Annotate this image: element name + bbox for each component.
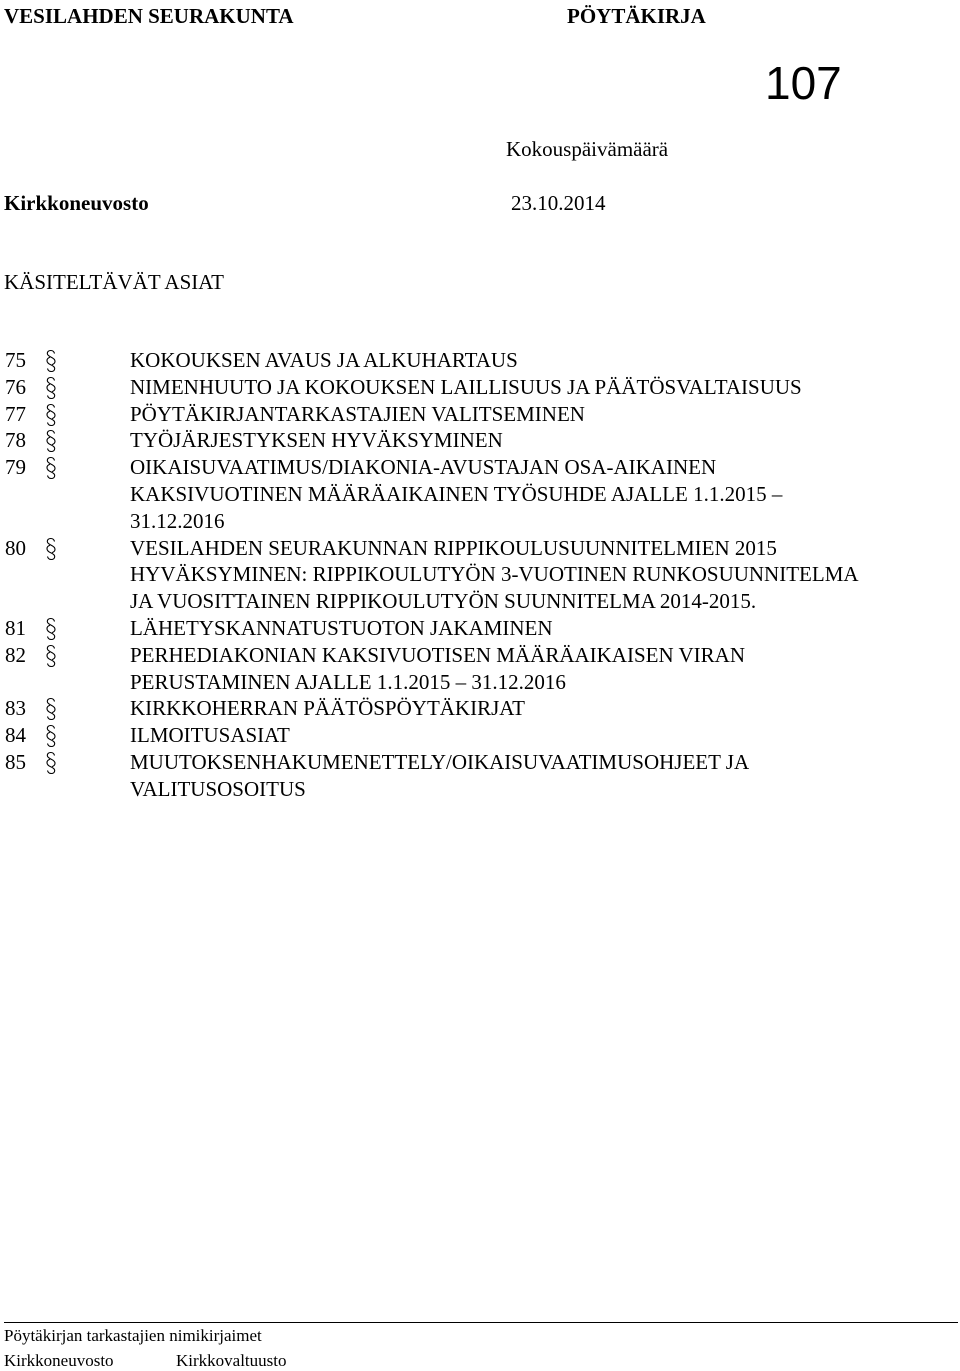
agenda-item	[0, 615, 960, 642]
footer-signature-label-assembly: Kirkkovaltuusto	[176, 1351, 287, 1370]
section-sign-icon	[44, 429, 58, 453]
agenda-item	[0, 695, 960, 722]
governing-body: Kirkkoneuvosto	[4, 191, 149, 215]
section-sign-icon	[44, 403, 58, 427]
meeting-date-label: Kokouspäivämäärä	[506, 137, 669, 161]
section-sign-icon	[44, 617, 58, 641]
document-type: PÖYTÄKIRJA	[567, 4, 706, 28]
agenda-item-text: PERHEDIAKONIAN KAKSIVUOTISEN MÄÄRÄAIKAISEN VIRAN	[130, 642, 746, 667]
section-sign-icon	[44, 537, 58, 561]
agenda-item-number: 79	[5, 455, 26, 480]
agenda-item-text: LÄHETYSKANNATUSTUOTON JAKAMINEN	[130, 616, 553, 640]
section-title: KÄSITELTÄVÄT ASIAT	[4, 270, 224, 294]
agenda-item-text: NIMENHUUTO JA KOKOUKSEN LAILLISUUS JA PÄÄTÖSVALTAISUUS	[130, 374, 802, 399]
agenda-item-text: TYÖJÄRJESTYKSEN HYVÄKSYMINEN	[130, 428, 503, 453]
agenda-item-number: 77	[5, 401, 26, 426]
agenda-item-number: 81	[5, 616, 26, 640]
agenda-item	[0, 642, 960, 696]
agenda-item	[0, 454, 960, 534]
agenda-item-text: KIRKKOHERRAN PÄÄTÖSPÖYTÄKIRJAT	[130, 696, 525, 721]
agenda-item-text: VESILAHDEN SEURAKUNNAN RIPPIKOULUSUUNNITELMIEN 2015	[130, 535, 777, 560]
footer-signature-label-council: Kirkkoneuvosto	[4, 1351, 114, 1370]
agenda-item-number: 78	[5, 428, 26, 453]
footer-title: Pöytäkirjan tarkastajien nimikirjaimet	[4, 1326, 262, 1345]
section-sign-icon	[44, 724, 58, 748]
section-sign-icon	[44, 349, 58, 373]
section-sign-icon	[44, 456, 58, 480]
agenda-item-text: OIKAISUVAATIMUS/DIAKONIA-AVUSTAJAN OSA-AIKAINEN	[130, 455, 717, 480]
agenda-item-text: JA VUOSITTAINEN RIPPIKOULUTYÖN SUUNNITELMA 2014-2015.	[130, 589, 757, 614]
agenda-item-text: 31.12.2016	[130, 508, 225, 533]
page-number: 107	[765, 57, 842, 109]
agenda-item-number: 84	[5, 723, 26, 748]
agenda-item-number: 80	[5, 535, 26, 560]
agenda-item-number: 82	[5, 642, 26, 667]
footer-divider	[4, 1322, 958, 1323]
agenda-item	[0, 427, 960, 454]
agenda-item	[0, 722, 960, 749]
section-sign-icon	[44, 751, 58, 775]
section-sign-icon	[44, 697, 58, 721]
agenda-item	[0, 535, 960, 615]
agenda-item-number: 83	[5, 696, 26, 721]
agenda-item-number: 85	[5, 750, 26, 774]
agenda-item-text: ILMOITUSASIAT	[130, 723, 290, 748]
agenda-item-text: VALITUSOSOITUS	[130, 776, 306, 801]
agenda-item	[0, 374, 960, 401]
agenda-item-text: HYVÄKSYMINEN: RIPPIKOULUTYÖN 3-VUOTINEN RUNKOSUUNNITELMA	[130, 562, 859, 587]
meeting-date: 23.10.2014	[511, 191, 606, 215]
section-sign-icon	[44, 376, 58, 400]
agenda-item	[0, 401, 960, 428]
agenda-item	[0, 749, 960, 803]
agenda-item-text: PÖYTÄKIRJANTARKASTAJIEN VALITSEMINEN	[130, 401, 585, 426]
agenda-item	[0, 347, 960, 374]
agenda-item-number: 75	[5, 348, 26, 372]
section-sign-icon	[44, 644, 58, 668]
organization-name: VESILAHDEN SEURAKUNTA	[4, 4, 294, 28]
agenda-item-text: PERUSTAMINEN AJALLE 1.1.2015 – 31.12.2016	[130, 669, 566, 694]
agenda-item-number: 76	[5, 374, 26, 399]
agenda-item-text: KOKOUKSEN AVAUS JA ALKUHARTAUS	[130, 348, 518, 372]
agenda-item-text: KAKSIVUOTINEN MÄÄRÄAIKAINEN TYÖSUHDE AJALLE 1.1.2015 –	[130, 481, 783, 506]
agenda-item-text: MUUTOKSENHAKUMENETTELY/OIKAISUVAATIMUSOHJEET JA	[130, 750, 750, 774]
